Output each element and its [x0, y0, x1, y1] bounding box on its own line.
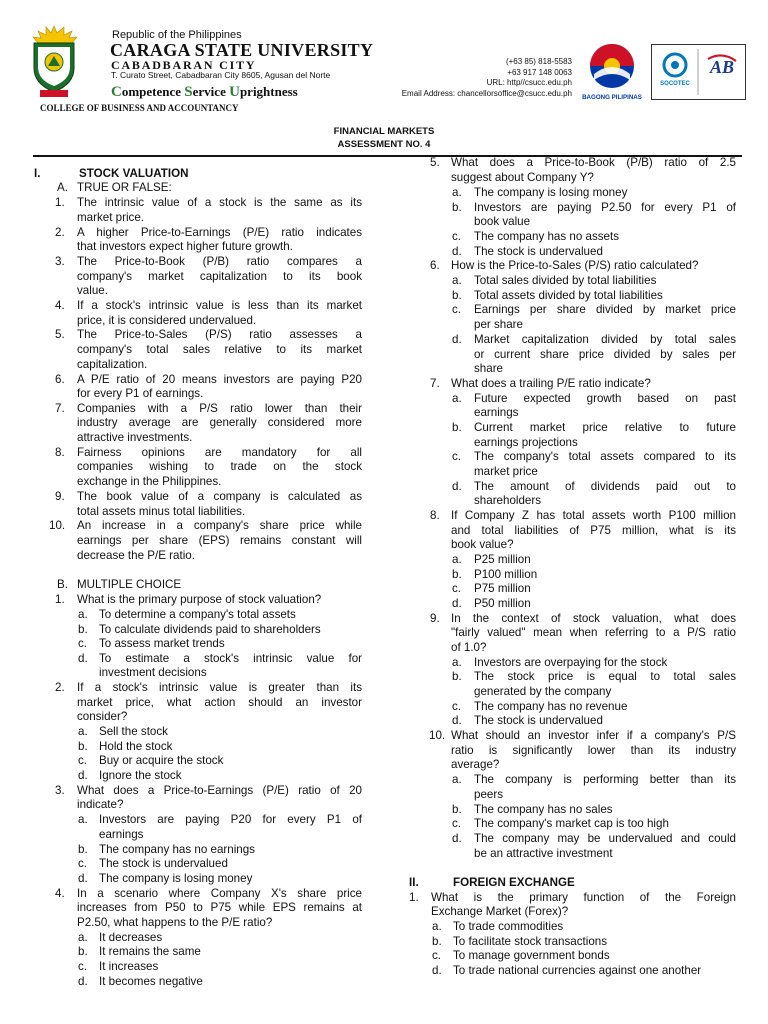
choice-letter: a. [78, 931, 88, 944]
item-number: 3. [55, 255, 65, 268]
choice-text: market price [474, 465, 538, 478]
certification-mark-icon [652, 45, 745, 99]
choice-text: The company has no assets [474, 230, 620, 243]
csu-seal-logo [28, 24, 80, 98]
choice-text: The company's market cap is too high [474, 817, 669, 830]
question-text: If a stock's intrinsic value is greater than its [77, 681, 362, 694]
item-text: company's market capitalization to its book [77, 270, 362, 283]
item-text: attractive investments. [77, 431, 193, 444]
choice-text: Earnings per share divided by market price [474, 303, 736, 316]
item-text: companies wishing to trade on the stock [77, 460, 362, 473]
motto-word: ervice [192, 84, 230, 99]
item-text: Companies with a P/S ratio lower than their [77, 402, 362, 415]
choice-text: shareholders [474, 494, 542, 507]
choice-text: earnings [474, 406, 519, 419]
choice-text: The company may be undervalued and could [474, 832, 736, 845]
choice-text: or current share price divided by sales per [474, 348, 736, 361]
item-text: The Price-to-Sales (P/S) ratio assesses a [77, 328, 362, 341]
contact-info [402, 57, 572, 99]
socotec-label: SOCOTEC [660, 81, 690, 87]
item-text: The Price-to-Book (P/B) ratio compares a [77, 255, 362, 268]
choice-text: It remains the same [99, 945, 201, 958]
item-number: 2. [55, 226, 65, 239]
choice-letter: c. [452, 303, 462, 316]
question-number: 3. [55, 784, 65, 797]
choice-text: Ignore the stock [99, 769, 182, 782]
college-name: COLLEGE OF BUSINESS AND ACCOUNTANCY [40, 103, 239, 113]
choice-text: Total sales divided by total liabilities [474, 274, 657, 287]
choice-letter: a. [78, 608, 88, 621]
part-letter: A. [57, 181, 68, 194]
question-text: In a scenario where Company X's share price [77, 887, 362, 900]
question-text: What is the primary function of the Foreign [431, 891, 736, 904]
choice-letter: b. [452, 803, 462, 816]
choice-letter: c. [452, 450, 462, 463]
choice-text: It increases [99, 960, 159, 973]
item-number: 6. [55, 373, 65, 386]
choice-letter: c. [78, 637, 88, 650]
choice-letter: d. [452, 714, 462, 727]
choice-letter: a. [452, 773, 462, 786]
item-text: market price. [77, 211, 145, 224]
choice-text: The company is performing better than its [474, 773, 736, 786]
item-text: that investors expect higher future growth. [77, 240, 293, 253]
choice-text: It becomes negative [99, 975, 203, 988]
choice-text: Investors are paying P20 for every P1 of [99, 813, 362, 826]
choice-letter: b. [452, 289, 462, 302]
choice-text: The amount of dividends paid out to [474, 480, 736, 493]
choice-letter: a. [432, 920, 442, 933]
choice-text: The company has no revenue [474, 700, 628, 713]
choice-text: Sell the stock [99, 725, 168, 738]
choice-text: To manage government bonds [453, 949, 610, 962]
choice-text: investment decisions [99, 666, 207, 679]
question-number: 5. [430, 156, 440, 169]
choice-text: To assess market trends [99, 637, 225, 650]
question-number: 2. [55, 681, 65, 694]
choice-text: Future expected growth based on past [474, 392, 736, 405]
choice-letter: d. [452, 480, 462, 493]
section-heading: STOCK VALUATION [79, 167, 189, 180]
question-text: consider? [77, 710, 128, 723]
choice-letter: d. [452, 832, 462, 845]
choice-letter: d. [78, 769, 88, 782]
university-address: T. Curato Street, Cabadbaran City 8605, Agusan del Norte [111, 70, 331, 80]
question-number: 4. [55, 887, 65, 900]
question-text: book value? [451, 538, 514, 551]
item-number: 8. [55, 446, 65, 459]
choice-text: The stock is undervalued [474, 245, 603, 258]
choice-text: The company is losing money [99, 872, 253, 885]
item-number: 5. [55, 328, 65, 341]
question-number: 9. [430, 612, 440, 625]
document-title: FINANCIAL MARKETS [333, 126, 435, 137]
question-text: of 1.0? [451, 641, 487, 654]
choice-text: The stock price is equal to total sales [474, 670, 736, 683]
choice-text: be an attractive investment [474, 847, 613, 860]
university-name: CARAGA STATE UNIVERSITY [110, 40, 374, 60]
choice-text: To determine a company's total assets [99, 608, 296, 621]
choice-letter: c. [78, 754, 88, 767]
question-text: ratio is significantly lower than its industry [451, 744, 736, 757]
choice-text: To trade commodities [453, 920, 564, 933]
choice-text: P25 million [474, 553, 531, 566]
choice-text: To trade national currencies against one another [453, 964, 702, 977]
question-text: What does a trailing P/E ratio indicate? [451, 377, 651, 390]
choice-text: P75 million [474, 582, 531, 595]
item-text: A higher Price-to-Earnings (P/E) ratio indicates [77, 226, 362, 239]
item-text: company's total sales relative to its market [77, 343, 362, 356]
choice-text: The stock is undervalued [99, 857, 228, 870]
assessment-number: ASSESSMENT NO. 4 [337, 139, 431, 150]
choice-letter: d. [452, 597, 462, 610]
choice-letter: a. [78, 725, 88, 738]
item-text: earnings per share (EPS) remains constant will [77, 534, 362, 547]
item-text: price, it is considered undervalued. [77, 314, 257, 327]
choice-text: Hold the stock [99, 740, 173, 753]
certification-badges [651, 44, 746, 100]
question-text: How is the Price-to-Sales (P/S) ratio calculated? [451, 259, 699, 272]
item-text: exchange in the Philippines. [77, 475, 222, 488]
choice-text: per share [474, 318, 523, 331]
item-text: A P/E ratio of 20 means investors are paying P20 [77, 373, 362, 386]
question-number: 8. [430, 509, 440, 522]
choice-letter: c. [452, 700, 462, 713]
motto-word: prightness [239, 84, 298, 99]
question-number: 10. [429, 729, 446, 742]
question-text: What should an investor infer if a company's P/S [451, 729, 736, 742]
choice-text: Current market price relative to future [474, 421, 736, 434]
item-number: 1. [55, 196, 65, 209]
choice-letter: d. [452, 245, 462, 258]
question-text: and total liabilities of P75 million, what is its [451, 524, 736, 537]
choice-letter: d. [432, 964, 442, 977]
choice-letter: d. [78, 872, 88, 885]
choice-text: Investors are overpaying for the stock [474, 656, 668, 669]
choice-text: To estimate a stock's intrinsic value for [99, 652, 362, 665]
item-text: The book value of a company is calculated as [77, 490, 362, 503]
choice-text: Investors are paying P2.50 for every P1 of [474, 201, 736, 214]
question-text: Exchange Market (Forex)? [431, 905, 569, 918]
choice-letter: a. [78, 813, 88, 826]
item-number: 4. [55, 299, 65, 312]
section-number: II. [409, 876, 419, 889]
question-text: In the context of stock valuation, what does [451, 612, 736, 625]
question-text: increases from P50 to P75 while EPS remains at [77, 901, 362, 914]
choice-letter: b. [78, 843, 88, 856]
campus-name: CABADBARAN CITY [111, 58, 257, 72]
university-motto [111, 84, 298, 101]
question-text: If Company Z has total assets worth P100 million [451, 509, 736, 522]
item-text: Fairness opinions are mandatory for all [77, 446, 362, 459]
choice-text: The company has no earnings [99, 843, 255, 856]
question-text: What is the primary purpose of stock valuation? [77, 593, 322, 606]
choice-letter: a. [452, 274, 462, 287]
choice-text: share [474, 362, 504, 375]
choice-text: Buy or acquire the stock [99, 754, 224, 767]
choice-letter: c. [452, 582, 462, 595]
item-text: value. [77, 284, 108, 297]
choice-letter: a. [452, 656, 462, 669]
choice-text: To facilitate stock transactions [453, 935, 608, 948]
choice-letter: b. [452, 421, 462, 434]
motto-cap: C [111, 84, 122, 100]
motto-cap: S [184, 84, 193, 100]
email: Email Address: chancellorsoffice@csucc.edu.ph [401, 88, 572, 98]
document-title-block [0, 125, 768, 151]
choice-letter: d. [78, 975, 88, 988]
choice-letter: d. [452, 333, 462, 346]
choice-letter: c. [432, 949, 442, 962]
item-text: The intrinsic value of a stock is the same as its [77, 196, 362, 209]
republic-line: Republic of the Philippines [112, 29, 242, 41]
question-text: "fairly valued" mean when referring to a P/S ratio [451, 626, 736, 639]
choice-letter: b. [78, 623, 88, 636]
question-text: average? [451, 758, 500, 771]
item-text: An increase in a company's share price while [77, 519, 362, 532]
item-number: 7. [55, 402, 65, 415]
choice-letter: c. [452, 230, 462, 243]
choice-text: generated by the company [474, 685, 612, 698]
phone-1: (+63 85) 818-5583 [505, 57, 572, 66]
question-number: 1. [55, 593, 65, 606]
item-text: decrease the P/E ratio. [77, 549, 195, 562]
choice-text: book value [474, 215, 531, 228]
choice-text: P50 million [474, 597, 531, 610]
website: URL: http//csucc.edu.ph [486, 78, 572, 87]
choice-letter: c. [452, 817, 462, 830]
question-text: What does a Price-to-Book (P/B) ratio of 2.5 [451, 156, 736, 169]
bagong-pilipinas-text: BAGONG PILIPINAS [582, 94, 642, 101]
item-text: for every P1 of earnings. [77, 387, 204, 400]
item-text: If a stock's intrinsic value is less than its market [77, 299, 362, 312]
motto-word: ompetence [121, 84, 185, 99]
choice-text: To calculate dividends paid to shareholders [99, 623, 321, 636]
question-number: 7. [430, 377, 440, 390]
choice-letter: b. [78, 945, 88, 958]
question-text: indicate? [77, 798, 124, 811]
jab-label: AB [709, 57, 735, 77]
section-number: I. [34, 167, 41, 180]
choice-text: peers [474, 788, 504, 801]
motto-cap: U [229, 84, 240, 100]
bagong-pilipinas-logo [582, 40, 642, 102]
choice-text: Market capitalization divided by total sales [474, 333, 736, 346]
choice-letter: b. [432, 935, 442, 948]
choice-text: The stock is undervalued [474, 714, 603, 727]
question-number: 1. [409, 891, 419, 904]
item-text: total assets minus total liabilities. [77, 505, 246, 518]
choice-letter: b. [78, 740, 88, 753]
question-number: 6. [430, 259, 440, 272]
part-heading: TRUE OR FALSE: [77, 181, 172, 194]
choice-text: The company has no sales [474, 803, 613, 816]
item-number: 9. [55, 490, 65, 503]
choice-letter: a. [452, 553, 462, 566]
choice-letter: d. [78, 652, 88, 665]
choice-letter: c. [78, 857, 88, 870]
question-text: What does a Price-to-Earnings (P/E) ratio of 20 [77, 784, 362, 797]
choice-letter: b. [452, 670, 462, 683]
item-text: industry average are generally considered more [77, 416, 362, 429]
question-text: suggest about Company Y? [451, 171, 594, 184]
choice-text: earnings projections [474, 436, 578, 449]
part-heading: MULTIPLE CHOICE [77, 578, 182, 591]
question-text: P2.50, what happens to the P/E ratio? [77, 916, 273, 929]
item-text: capitalization. [77, 358, 148, 371]
choice-text: P100 million [474, 568, 538, 581]
item-number: 10. [49, 519, 66, 532]
choice-text: It decreases [99, 931, 163, 944]
choice-text: Total assets divided by total liabilities [474, 289, 663, 302]
part-letter: B. [57, 578, 68, 591]
choice-text: The company is losing money [474, 186, 628, 199]
choice-text: The company's total assets compared to its [474, 450, 736, 463]
phone-2: +63 917 148 0063 [507, 67, 572, 77]
choice-letter: b. [452, 568, 462, 581]
section-heading: FOREIGN EXCHANGE [453, 876, 575, 889]
choice-letter: a. [452, 392, 462, 405]
choice-letter: a. [452, 186, 462, 199]
choice-letter: c. [78, 960, 88, 973]
choice-text: earnings [99, 828, 144, 841]
question-text: market price, what action should an investor [77, 696, 362, 709]
choice-letter: b. [452, 201, 462, 214]
